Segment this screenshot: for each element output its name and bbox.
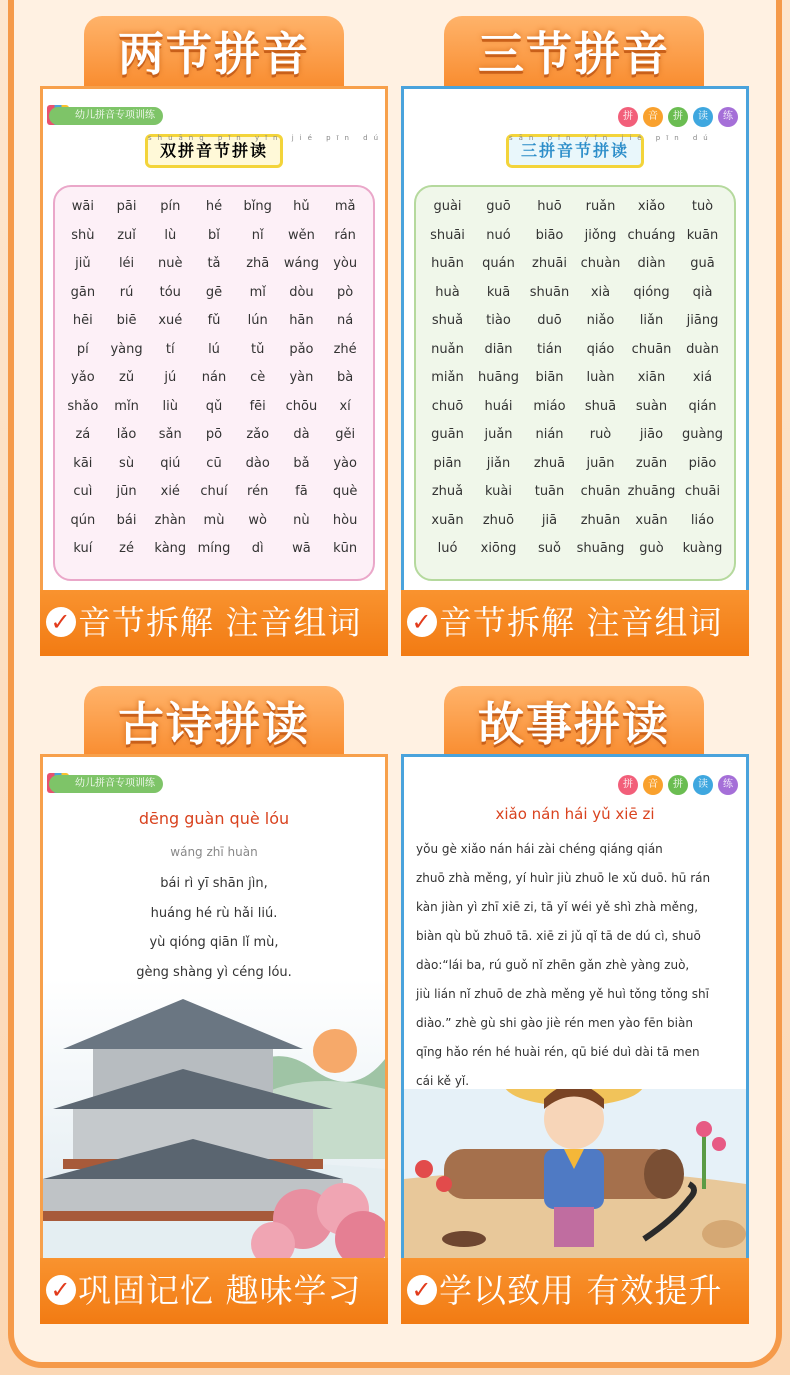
pinyin-syllable: cū <box>206 455 222 471</box>
pinyin-syllable: juǎn <box>484 427 513 442</box>
series-badge-right <box>618 775 738 795</box>
section-title-story: 故事拼读 <box>444 686 704 762</box>
pinyin-syllable: bǎ <box>293 455 310 471</box>
pinyin-syllable: mǐn <box>114 398 139 414</box>
pinyin-syllable: zhuā <box>533 455 566 471</box>
poem-line: yù qióng qiān lǐ mù, <box>149 935 279 950</box>
pinyin-syllable: zǔ <box>119 370 135 385</box>
pinyin-syllable: ruǎn <box>585 199 616 214</box>
pinyin-syllable: qiú <box>160 455 181 471</box>
poem-line: bái rì yī shān jìn, <box>160 876 268 891</box>
pinyin-syllable: bǐng <box>243 199 272 214</box>
story-text <box>416 835 736 1096</box>
pinyin-syllable: guò <box>639 541 664 556</box>
poem-line: gèng shàng yì céng lóu. <box>136 964 292 980</box>
pinyin-syllable: ná <box>337 313 354 328</box>
pinyin-grid-box <box>53 185 375 581</box>
pinyin-syllable: sǎn <box>158 427 182 442</box>
pinyin-syllable: tí <box>165 341 175 357</box>
pinyin-syllable: luàn <box>586 370 615 385</box>
story-line: jiù lián nǐ zhuō de zhà měng yě huì tǒng tǒng shī <box>416 987 709 1001</box>
card-heading <box>506 134 714 168</box>
pinyin-syllable: huà <box>435 284 460 300</box>
pinyin-syllable: sù <box>119 455 135 471</box>
banner-card3 <box>40 1258 388 1324</box>
pinyin-syllable: luó <box>437 541 458 556</box>
badge-char: 拼 <box>668 775 688 795</box>
pinyin-syllable: jiǔ <box>75 256 91 271</box>
pinyin-syllable: xié <box>160 484 180 499</box>
pinyin-syllable: zǎo <box>246 427 270 442</box>
card-two-syllable <box>40 86 388 594</box>
series-badge: 幼儿拼音专项训练 <box>49 775 163 793</box>
pinyin-syllable: tǎ <box>207 256 221 271</box>
pinyin-syllable: guàng <box>682 427 723 442</box>
pinyin-syllable: chuí <box>200 484 228 499</box>
heading-pinyin: shuāng pīn yīn jié pīn dú <box>147 134 385 142</box>
pinyin-syllable: nuǎn <box>431 341 464 357</box>
pinyin-syllable: xiá <box>692 370 713 385</box>
pinyin-syllable: xuān <box>635 512 668 528</box>
pinyin-syllable: hòu <box>332 512 358 528</box>
pinyin-syllable: zhé <box>333 341 357 357</box>
pinyin-syllable: jiǎn <box>486 455 511 471</box>
pavilion-illustration <box>43 979 385 1259</box>
pinyin-syllable: shǎo <box>67 398 99 414</box>
pinyin-syllable: xià <box>590 284 611 300</box>
pinyin-syllable: chuō <box>431 398 464 414</box>
pinyin-syllable: jiā <box>541 512 558 528</box>
pinyin-syllable: nuó <box>486 227 511 243</box>
pinyin-grid <box>61 193 367 564</box>
pinyin-syllable: huō <box>537 199 562 214</box>
pinyin-syllable: mǎ <box>334 199 356 214</box>
pinyin-syllable: wāi <box>71 199 94 214</box>
pinyin-syllable: shuā <box>584 398 617 414</box>
pinyin-syllable: chuān <box>631 341 672 357</box>
pinyin-syllable: qǔ <box>205 398 223 414</box>
pinyin-syllable: bǐ <box>208 227 220 243</box>
heading-text: 双拼音节拼读 <box>159 141 269 160</box>
pinyin-syllable: tǔ <box>251 341 265 357</box>
pinyin-syllable: mù <box>203 512 225 528</box>
check-icon: ✓ <box>407 607 437 637</box>
boy-illustration <box>404 1089 746 1259</box>
pinyin-syllable: yǎo <box>71 370 95 385</box>
story-line: biàn qù bǔ zhuō tā. xiē zi jǔ qǐ tā de dú cì, shuō <box>416 929 701 943</box>
card-poem <box>40 754 388 1262</box>
pinyin-syllable: hé <box>205 199 223 214</box>
pinyin-syllable: mǐ <box>249 284 266 300</box>
pinyin-syllable: suǒ <box>538 541 561 556</box>
pinyin-syllable: kāi <box>73 455 93 471</box>
pinyin-syllable: chōu <box>285 398 318 414</box>
story-line: cái kě yǐ. <box>416 1074 470 1088</box>
pinyin-syllable: wěn <box>287 227 315 243</box>
poem-lines <box>43 869 385 987</box>
pinyin-syllable: jiāng <box>686 313 719 328</box>
badge-char: 音 <box>643 775 663 795</box>
pinyin-syllable: liǎn <box>639 313 664 328</box>
pinyin-syllable: piān <box>433 455 462 471</box>
pinyin-syllable: lú <box>208 341 220 357</box>
pinyin-syllable: zhuǎ <box>431 484 464 499</box>
banner-text: 学以致用 有效提升 <box>439 1271 723 1310</box>
pinyin-syllable: shuǎ <box>431 313 464 328</box>
pinyin-syllable: jūn <box>116 484 137 499</box>
pinyin-syllable: biān <box>535 370 564 385</box>
pinyin-syllable: cuì <box>73 484 93 499</box>
pinyin-syllable: suàn <box>635 398 668 414</box>
series-badge: 幼儿拼音专项训练 <box>49 107 163 125</box>
pinyin-syllable: shuāng <box>576 541 625 556</box>
pinyin-syllable: rén <box>247 484 269 499</box>
pinyin-syllable: kuā <box>486 284 511 300</box>
pinyin-syllable: guān <box>431 427 464 442</box>
pinyin-syllable: zhuāi <box>532 256 567 271</box>
badge-char: 拼 <box>618 775 638 795</box>
badge-char: 音 <box>643 107 663 127</box>
pinyin-syllable: zhuān <box>580 512 621 528</box>
pinyin-syllable: shuān <box>529 284 570 300</box>
pinyin-syllable: hān <box>289 313 314 328</box>
pinyin-syllable: dào <box>245 455 270 471</box>
pinyin-syllable: xiān <box>637 370 666 385</box>
pinyin-syllable: zhuō <box>482 512 515 528</box>
pinyin-syllable: qià <box>692 284 713 300</box>
pinyin-syllable: zá <box>75 427 91 442</box>
banner-text: 巩固记忆 趣味学习 <box>78 1271 362 1310</box>
pinyin-syllable: pín <box>160 199 181 214</box>
pinyin-syllable: huái <box>484 398 513 414</box>
pinyin-syllable: fā <box>295 484 308 499</box>
pinyin-syllable: xuān <box>431 512 464 528</box>
pinyin-syllable: lún <box>247 313 268 328</box>
story-line: diào.” zhè gù shi gào jiè rén men yào fēn biàn <box>416 1016 693 1030</box>
banner-card2 <box>401 590 749 656</box>
pinyin-syllable: tián <box>537 341 562 357</box>
pinyin-syllable: què <box>332 484 358 499</box>
check-icon: ✓ <box>407 1275 437 1305</box>
pinyin-syllable: pò <box>337 284 354 300</box>
banner-card1 <box>40 590 388 656</box>
pinyin-syllable: guài <box>433 199 462 214</box>
pinyin-syllable: zhā <box>246 256 270 271</box>
pinyin-syllable: gē <box>205 284 223 300</box>
pinyin-syllable: qún <box>70 512 96 528</box>
story-line: zhuō zhà měng, yí huìr jiù zhuō le xǔ duō. hū rán <box>416 871 711 885</box>
pinyin-syllable: chuàn <box>580 256 621 271</box>
pinyin-syllable: pí <box>76 341 89 357</box>
pinyin-syllable: wò <box>248 512 267 528</box>
card-heading <box>145 134 385 168</box>
pinyin-syllable: fēi <box>249 398 266 414</box>
banner-text: 音节拆解 注音组词 <box>439 603 723 642</box>
pinyin-syllable: hēi <box>72 313 93 328</box>
story-line: yǒu gè xiǎo nán hái zài chéng qiáng qián <box>416 842 663 856</box>
badge-char: 练 <box>718 775 738 795</box>
pinyin-syllable: cè <box>250 370 266 385</box>
pinyin-syllable: dà <box>293 427 310 442</box>
pinyin-syllable: wáng <box>283 256 319 271</box>
pinyin-syllable: yàng <box>110 341 143 357</box>
pinyin-syllable: nián <box>535 427 564 442</box>
pinyin-syllable: jú <box>164 370 177 385</box>
pinyin-syllable: juān <box>586 455 615 471</box>
pinyin-syllable: gěi <box>335 427 356 442</box>
pinyin-syllable: zuān <box>635 455 668 471</box>
badge-char: 读 <box>693 775 713 795</box>
story-line: dào:“lái ba, rú guǒ nǐ zhēn gǎn zhè yàng zuò, <box>416 958 690 972</box>
pinyin-syllable: pǎo <box>289 341 314 357</box>
pinyin-syllable: xí <box>339 398 351 414</box>
poem-line: huáng hé rù hǎi liú. <box>150 905 278 921</box>
pinyin-syllable: yàn <box>289 370 314 385</box>
badge-char: 拼 <box>668 107 688 127</box>
pinyin-syllable: nuè <box>158 256 183 271</box>
pinyin-syllable: liù <box>162 398 179 414</box>
pinyin-syllable: huān <box>431 256 464 271</box>
pinyin-syllable: hǔ <box>293 199 310 214</box>
pinyin-syllable: fǔ <box>207 313 221 328</box>
pinyin-syllable: shuāi <box>430 227 465 243</box>
pinyin-syllable: kuàng <box>682 541 723 556</box>
pinyin-syllable: nǐ <box>251 227 264 243</box>
pinyin-syllable: zé <box>119 541 134 556</box>
pinyin-syllable: yào <box>333 455 357 471</box>
pinyin-syllable: bái <box>116 512 137 528</box>
poem-author: wáng zhī huàn <box>170 845 258 859</box>
pinyin-syllable: xiǎo <box>637 199 666 214</box>
pinyin-syllable: lù <box>164 227 177 243</box>
pinyin-syllable: rán <box>334 227 356 243</box>
pinyin-syllable: chuān <box>580 484 621 499</box>
banner-card4 <box>401 1258 749 1324</box>
pinyin-syllable: miǎn <box>431 370 464 385</box>
poem-title: dēng guàn què lóu <box>138 809 290 828</box>
card-three-syllable <box>401 86 749 594</box>
pinyin-syllable: guō <box>486 199 511 214</box>
check-icon: ✓ <box>46 1275 76 1305</box>
pinyin-syllable: liáo <box>690 512 715 528</box>
section-title-three-syllable: 三节拼音 <box>444 16 704 92</box>
pinyin-syllable: dì <box>251 541 264 556</box>
pinyin-syllable: zhàn <box>154 512 186 528</box>
pinyin-syllable: lǎo <box>116 427 137 442</box>
pinyin-syllable: shù <box>71 227 95 243</box>
pinyin-syllable: nù <box>293 512 310 528</box>
pinyin-syllable: xué <box>158 313 183 328</box>
pinyin-syllable: piāo <box>688 455 717 471</box>
pinyin-syllable: qiáo <box>586 341 615 357</box>
pinyin-syllable: zhuāng <box>627 484 676 499</box>
pinyin-syllable: qián <box>688 398 717 414</box>
pinyin-syllable: kàng <box>154 541 187 556</box>
pinyin-syllable: kūn <box>333 541 358 556</box>
pinyin-syllable: duàn <box>686 341 719 357</box>
pinyin-syllable: léi <box>118 256 135 271</box>
pinyin-syllable: pāi <box>116 199 137 214</box>
pinyin-syllable: tóu <box>159 284 181 300</box>
pinyin-grid <box>422 193 728 564</box>
pinyin-syllable: kuí <box>73 541 93 556</box>
pinyin-syllable: míng <box>197 541 231 556</box>
pinyin-syllable: pō <box>205 427 223 442</box>
pinyin-syllable: gān <box>70 284 96 300</box>
pinyin-syllable: nán <box>201 370 227 385</box>
pinyin-syllable: xiōng <box>480 541 517 556</box>
pinyin-syllable: diàn <box>637 256 666 271</box>
pinyin-syllable: tiào <box>486 313 511 328</box>
check-icon: ✓ <box>46 607 76 637</box>
pinyin-syllable: quán <box>482 256 515 271</box>
pinyin-syllable: tuò <box>691 199 714 214</box>
pinyin-syllable: bà <box>337 370 354 385</box>
pinyin-syllable: jiǒng <box>584 227 617 243</box>
heading-pinyin: sān pīn yīn jié pīn dú <box>508 134 714 142</box>
pinyin-syllable: duō <box>537 313 562 328</box>
pinyin-syllable: yòu <box>333 256 358 271</box>
story-line: qīng hǎo rén hé huài rén, qū bié duì dài tā men <box>416 1045 700 1059</box>
section-title-two-syllable: 两节拼音 <box>84 16 344 92</box>
badge-char: 练 <box>718 107 738 127</box>
banner-text: 音节拆解 注音组词 <box>78 603 362 642</box>
pinyin-syllable: huāng <box>478 370 519 385</box>
pinyin-syllable: qióng <box>633 284 670 300</box>
story-line: kàn jiàn yì zhī xiē zi, tā yǐ wéi yě shì zhà měng, <box>416 900 699 914</box>
pinyin-syllable: niǎo <box>586 313 615 328</box>
pinyin-syllable: jiāo <box>639 427 664 442</box>
pinyin-syllable: diān <box>484 341 513 357</box>
pinyin-syllable: wā <box>292 541 311 556</box>
pinyin-syllable: dòu <box>289 284 314 300</box>
pinyin-syllable: biē <box>116 313 137 328</box>
pinyin-syllable: chuáng <box>627 227 676 243</box>
pinyin-syllable: rú <box>119 284 134 300</box>
pinyin-syllable: chuāi <box>684 484 721 499</box>
pinyin-syllable: tuān <box>534 484 565 499</box>
pinyin-syllable: kuān <box>686 227 719 243</box>
section-title-poem: 古诗拼读 <box>84 686 344 762</box>
pinyin-syllable: miáo <box>533 398 566 414</box>
badge-char: 读 <box>693 107 713 127</box>
story-title: xiǎo nán hái yǔ xiē zi <box>495 805 655 823</box>
pinyin-syllable: kuài <box>485 484 512 499</box>
pinyin-syllable: guā <box>690 256 715 271</box>
pinyin-syllable: zuǐ <box>117 227 136 243</box>
badge-char: 拼 <box>618 107 638 127</box>
pinyin-grid-box <box>414 185 736 581</box>
card-story <box>401 754 749 1262</box>
heading-text: 三拼音节拼读 <box>520 141 630 160</box>
pinyin-syllable: biāo <box>535 227 564 243</box>
pinyin-syllable: ruò <box>589 427 612 442</box>
